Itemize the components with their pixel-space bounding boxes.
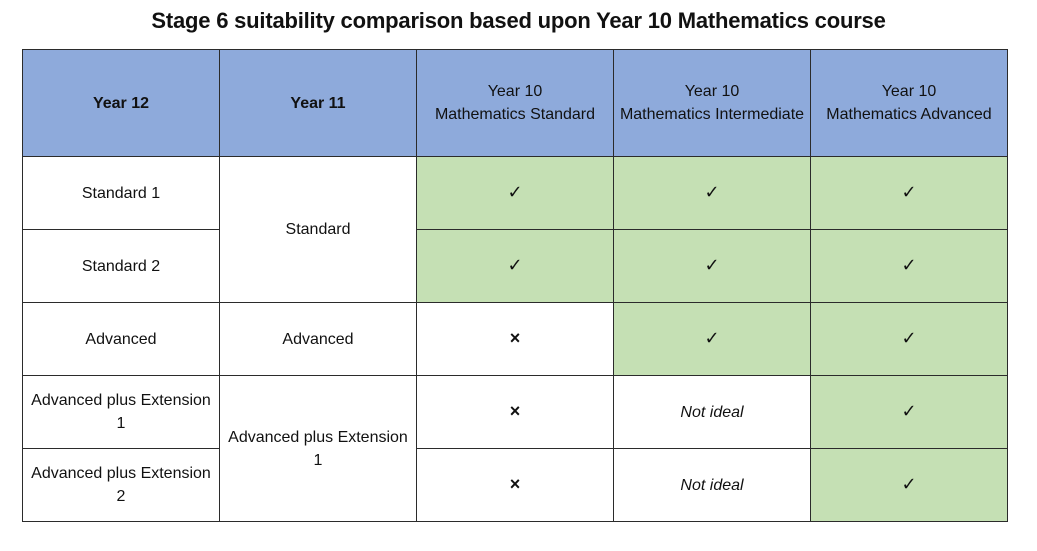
suitability-table [22, 49, 1008, 522]
table-row [23, 449, 1008, 522]
check-icon: ✓ [901, 401, 917, 421]
advanced-cell [811, 376, 1008, 449]
year11-cell: Advanced [220, 303, 417, 376]
check-icon: ✓ [507, 255, 523, 275]
check-icon: ✓ [704, 328, 720, 348]
intermediate-cell [614, 230, 811, 303]
cross-icon: × [509, 401, 521, 421]
header-year10-standard-line1: Year 10 [487, 83, 543, 100]
cross-icon: × [509, 328, 521, 348]
standard-cell [417, 230, 614, 303]
header-year10-advanced-line1: Year 10 [881, 83, 937, 100]
header-year10-advanced-line2: Mathematics Advanced [826, 106, 992, 123]
advanced-cell [811, 157, 1008, 230]
advanced-cell [811, 449, 1008, 522]
header-year10-standard [417, 50, 614, 157]
year12-cell: Advanced plus Extension 1 [23, 376, 220, 449]
check-icon: ✓ [901, 474, 917, 494]
advanced-cell [811, 303, 1008, 376]
check-icon: ✓ [704, 255, 720, 275]
check-icon: ✓ [901, 182, 917, 202]
year12-cell: Advanced [23, 303, 220, 376]
standard-cell [417, 157, 614, 230]
check-icon: ✓ [507, 182, 523, 202]
intermediate-cell [614, 157, 811, 230]
header-year10-standard-line2: Mathematics Standard [434, 106, 596, 123]
intermediate-cell: Not ideal [614, 449, 811, 522]
header-year10-intermediate-line1: Year 10 [684, 83, 740, 100]
check-icon: ✓ [901, 255, 917, 275]
check-icon: ✓ [704, 182, 720, 202]
table-row [23, 303, 1008, 376]
intermediate-cell [614, 303, 811, 376]
cross-icon: × [509, 474, 521, 494]
table-row [23, 376, 1008, 449]
header-year10-intermediate-line2: Mathematics Intermediate [619, 106, 805, 123]
year12-cell: Advanced plus Extension 2 [23, 449, 220, 522]
standard-cell [417, 303, 614, 376]
intermediate-cell: Not ideal [614, 376, 811, 449]
header-year-11: Year 11 [220, 50, 417, 157]
year11-cell: Advanced plus Extension 1 [220, 376, 417, 522]
header-year10-advanced [811, 50, 1008, 157]
standard-cell [417, 449, 614, 522]
page-title: Stage 6 suitability comparison based upon Year 10 Mathematics course [151, 8, 886, 33]
year11-cell: Standard [220, 157, 417, 303]
header-year10-intermediate [614, 50, 811, 157]
check-icon: ✓ [901, 328, 917, 348]
advanced-cell [811, 230, 1008, 303]
header-year-12: Year 12 [23, 50, 220, 157]
header-row [23, 50, 1008, 157]
year12-cell: Standard 2 [23, 230, 220, 303]
year12-cell: Standard 1 [23, 157, 220, 230]
standard-cell [417, 376, 614, 449]
table-row [23, 230, 1008, 303]
table-row [23, 157, 1008, 230]
